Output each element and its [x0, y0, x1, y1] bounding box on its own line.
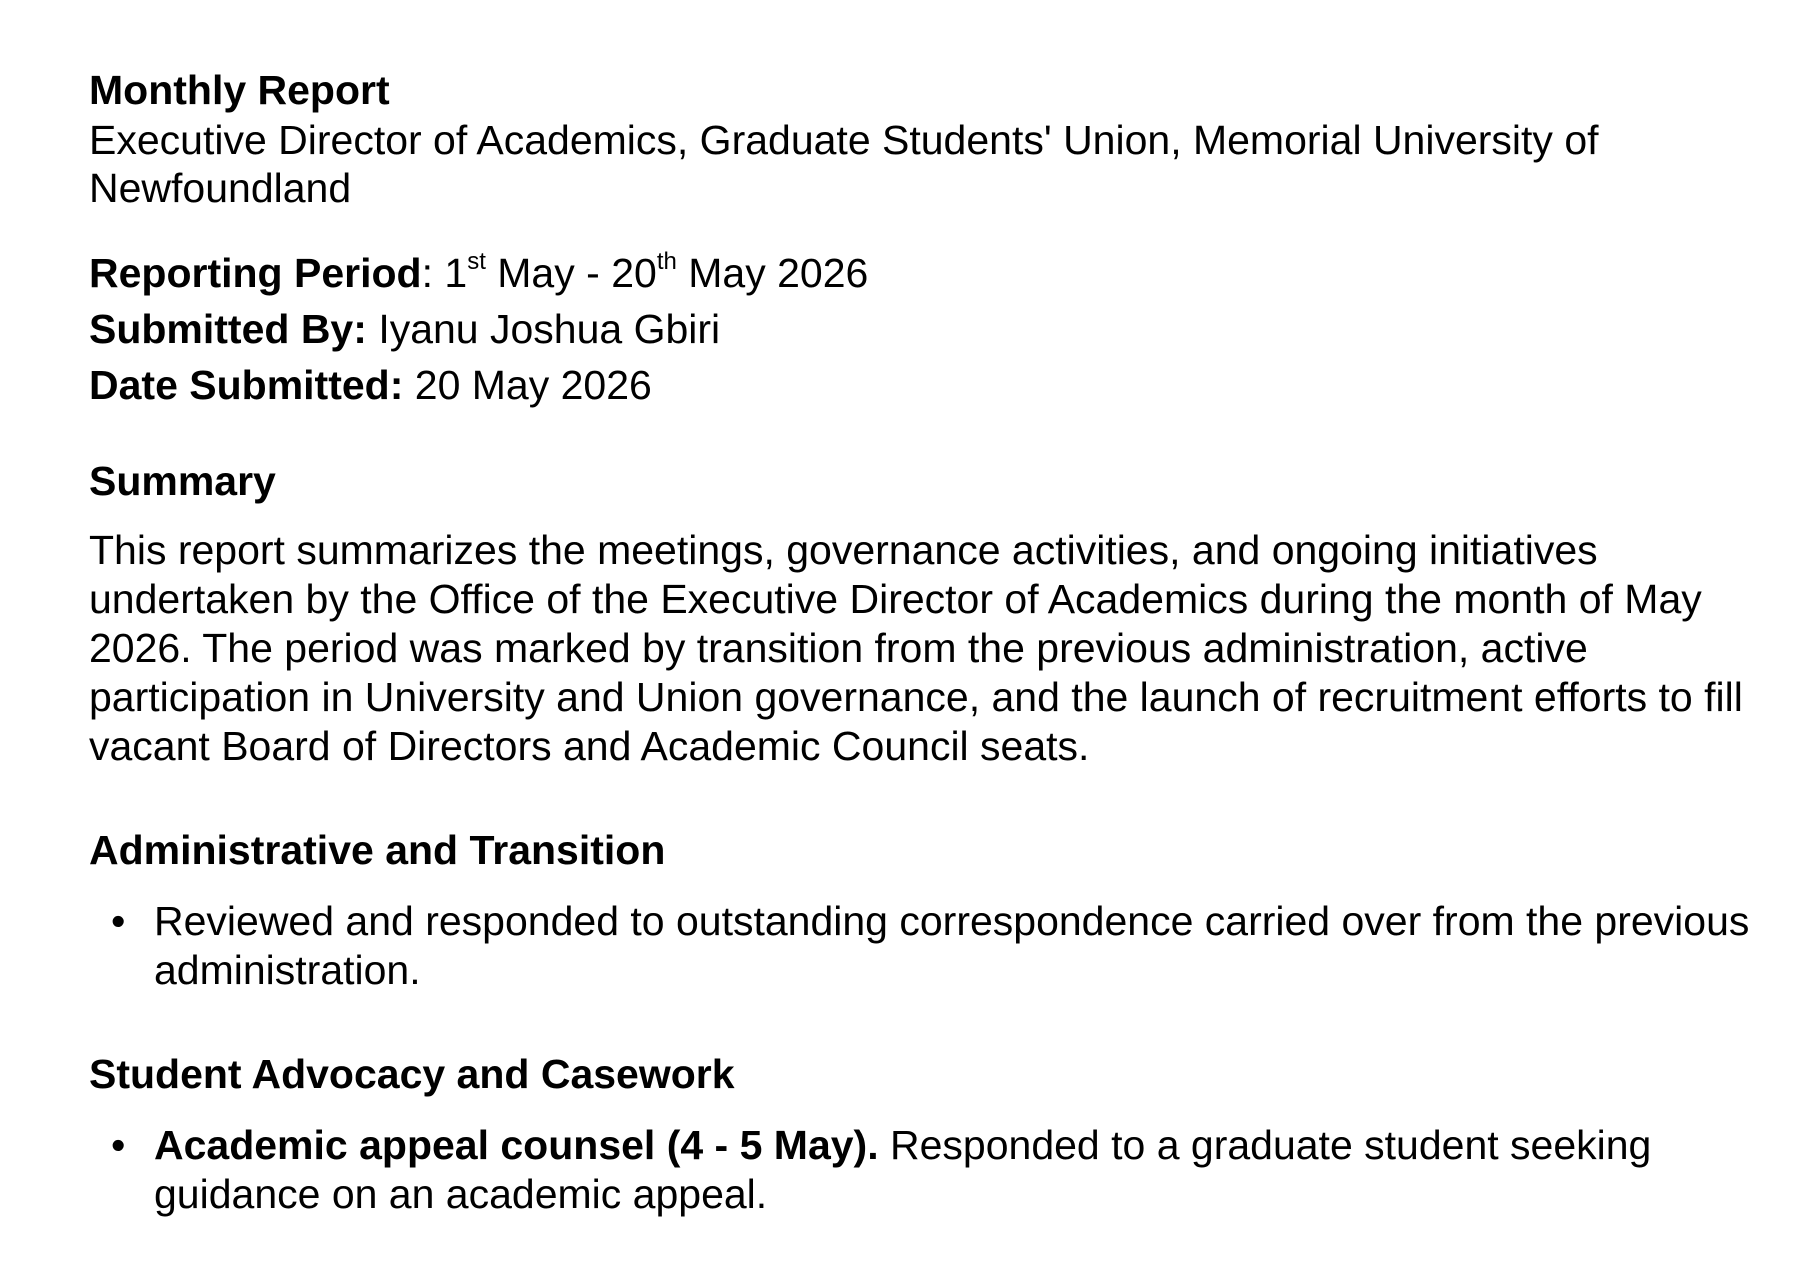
advocacy-list	[89, 1121, 1769, 1219]
list-item-text: Reviewed and responded to outstanding correspondence carried over from the previous administration.	[154, 898, 1750, 993]
date-submitted-line	[89, 357, 1769, 413]
submitted-by-label: Submitted By:	[89, 306, 367, 352]
list-item-lead: Academic appeal counsel (4 - 5 May).	[154, 1122, 879, 1168]
period-end-day: 20	[611, 250, 657, 296]
list-item	[89, 1121, 1769, 1219]
administrative-heading: Administrative and Transition	[89, 827, 666, 873]
reporting-period-colon: :	[421, 250, 433, 296]
period-start-month: May	[497, 250, 575, 296]
date-submitted-label: Date Submitted:	[89, 362, 404, 408]
organization-line: Executive Director of Academics, Graduate Students' Union, Memorial University of Newfoundland	[89, 117, 1599, 211]
reporting-period-line	[89, 245, 1769, 301]
list-item	[89, 897, 1769, 995]
administrative-list	[89, 897, 1769, 995]
period-separator: -	[586, 250, 600, 296]
period-start-day: 1	[444, 250, 468, 296]
list-item-text: Responded to a graduate student seeking guidance on an academic appeal.	[154, 1122, 1652, 1217]
submitted-by-value: Iyanu Joshua Gbiri	[378, 306, 721, 352]
bullet-icon: •	[111, 898, 126, 944]
report-title: Monthly Report	[89, 67, 390, 113]
bullet-icon: •	[111, 1122, 126, 1168]
period-end-month-year: May 2026	[688, 250, 869, 296]
date-submitted-value: 20 May 2026	[414, 362, 652, 408]
reporting-period-label: Reporting Period	[89, 250, 422, 296]
summary-paragraph: This report summarizes the meetings, governance activities, and ongoing initiatives undertaken by the Office of the Executive Director of Academics during the month of May 2026. The period was marked by transition from the previous administration, active participation in University and Union governance, and the launch of recruitment efforts to fill vacant Board of Directors and Academic Council seats.	[89, 527, 1743, 769]
period-end-suffix: th	[656, 248, 677, 275]
summary-heading: Summary	[89, 458, 276, 504]
advocacy-heading: Student Advocacy and Casework	[89, 1051, 735, 1097]
period-start-suffix: st	[467, 248, 486, 275]
report-document	[89, 66, 1769, 1219]
submitted-by-line	[89, 301, 1769, 357]
report-metadata	[89, 245, 1769, 413]
